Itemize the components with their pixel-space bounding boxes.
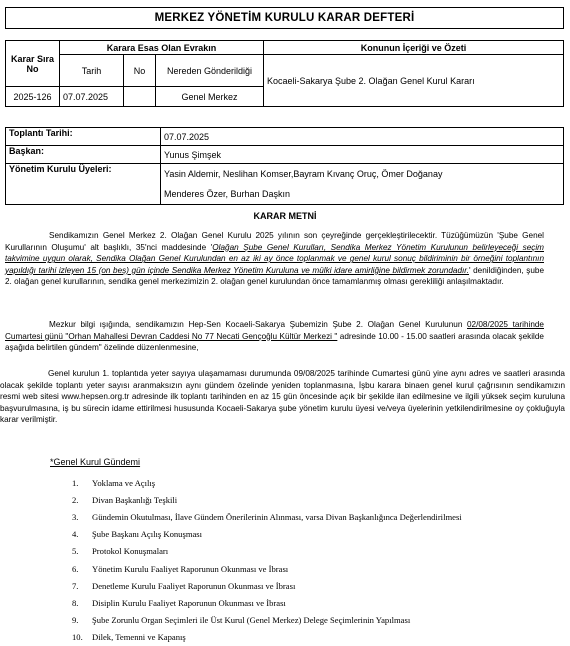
list-item: 4. Şube Başkanı Açılış Konuşması (72, 529, 203, 540)
p1-text-a: Sendikamızın Genel Merkez 2. Olağan Genel Kurulu 2025 yılının son çeyreğinde gerçekleştirilecektir. Tüzüğümüzün 'Şube Genel Kurullarının Oluşumu' alt başlıklı, 35'nci maddesinde ' (5, 231, 544, 252)
uyeler-label: Yönetim Kurulu Üyeleri: (6, 164, 161, 205)
tarih-label: Tarih (60, 55, 124, 87)
karar-sira-no-label: Karar Sıra No (6, 41, 60, 87)
list-item: 2. Divan Başkanlığı Teşkili (72, 494, 178, 505)
paragraph-1 (5, 230, 544, 288)
paragraph-3: Genel kurulun 1. toplantıda yeter sayıya ulaşamaması durumunda 09/08/2025 tarihinde Cumartesi günü yine aynı adres ve saatleri arasında olacak şekilde toplantı yeter sayısı aranmaksızın aynı gündem özelinde yeniden toplanmasına, İşbu karara binaen genel kurul çağrısının sendikamızın resmi web sitesi www.hepsen.org.tr adresinde ilk toplantı tarihinden en az 15 gün öncesinde açık bir şekilde ilan edilmesine ve ilgili yüksek seçim kuruluna başvurulmasına, iş bu sürecin idame ettirilmesi hususunda Kocaeli-Sakarya şube yönetim kurulu üyesi ve/veya üyelerinin yetkilendirilmesine oy çokluğuyla karar verilmiştir. (0, 369, 565, 425)
page-title: MERKEZ YÖNETİM KURULU KARAR DEFTERİ (5, 7, 564, 29)
list-item: 8. Disiplin Kurulu Faaliyet Raporunun Okunması ve İbrası (72, 597, 286, 608)
paragraph-2 (5, 319, 544, 354)
p1-text-c: ' denildiğinden, şube 2. olağan genel kurullarının, sendika genel merkezimizin 2. olağan genel kurulundan önce tamamlanmış olması gerekliliği anlaşılmaktadır. (5, 265, 545, 287)
agenda-list (72, 474, 462, 646)
p1-quote: Olağan Şube Genel Kurulları, Sendika Merkez Yönetim Kurulunun belirleyeceği seçim takvimine uygun olarak, Sendika Olağan Genel Kurulundan en az iki ay önce toplanmak ve genel kurul sonuç bildiriminin bir örneğini toplantının yapıldığı tarihi izleyen 15 (on beş) gün içinde Sendika Merkez Yönetim Kuruluna ve mülki idare amirliğine bildirmek zorundadır. (5, 242, 544, 275)
p2-text-c: adresinde 10.00 - 15.00 saatleri arasında olacak şekilde aşağıda belirtilen gündem" özelinde düzenlenmesine, (5, 331, 544, 353)
konu-header: Konunun İçeriği ve Özeti (264, 41, 564, 55)
list-item: 1. Yoklama ve Açılış (72, 477, 156, 488)
evrak-header: Karara Esas Olan Evrakın (60, 41, 264, 55)
list-item: 9. Şube Zorunlu Organ Seçimleri ile Üst Kurul (Genel Merkez) Delege Seçimlerinin Yapılması (72, 615, 411, 626)
no-label: No (124, 55, 156, 87)
toplanti-tarihi-value: 07.07.2025 (161, 128, 564, 146)
nereden-value: Genel Merkez (156, 87, 264, 107)
karar-no-value: 2025-126 (6, 87, 60, 107)
karar-metni-title: KARAR METNİ (253, 211, 317, 221)
p2-text-a: Mezkur bilgi ışığında, sendikamızın Hep-Sen Kocaeli-Sakarya Şubemizin Şube 2. Olağan Genel Kurulunun (49, 320, 467, 329)
baskan-label: Başkan: (6, 146, 161, 164)
tarih-value: 07.07.2025 (60, 87, 124, 107)
uyeler-line-2: Menderes Özer, Burhan Daşkın (161, 184, 564, 205)
list-item: 3. Gündemin Okutulması, İlave Gündem Önerilerinin Alınması, varsa Divan Başkanlığınca Değerlendirilmesi (72, 511, 462, 522)
agenda-title: *Genel Kurul Gündemi (50, 457, 141, 467)
no-value (124, 87, 156, 107)
nereden-label: Nereden Gönderildiği (156, 55, 264, 87)
decision-meta-table (5, 40, 564, 107)
list-item: 6. Yönetim Kurulu Faaliyet Raporunun Okunması ve İbrası (72, 563, 289, 574)
uyeler-line-1: Yasin Aldemir, Neslihan Komser,Bayram Kıvanç Oruç, Ömer Doğanay (161, 164, 564, 185)
baskan-value: Yunus Şimşek (161, 146, 564, 164)
list-item: 10. Dilek, Temenni ve Kapanış (72, 632, 186, 643)
p2-date-address: 02/08/2025 tarihinde Cumartesi günü "Orhan Mahallesi Devran Caddesi No 77 Necati Gençoğlu Kültür Merkezi " (5, 320, 544, 341)
list-item: 5. Protokol Konuşmaları (72, 546, 169, 557)
meeting-info-table (5, 127, 564, 205)
list-item: 7. Denetleme Kurulu Faaliyet Raporunun Okunması ve İbrası (72, 580, 296, 591)
toplanti-tarihi-label: Toplantı Tarihi: (6, 128, 161, 146)
konu-ozet: Kocaeli-Sakarya Şube 2. Olağan Genel Kurul Kararı (264, 55, 564, 107)
